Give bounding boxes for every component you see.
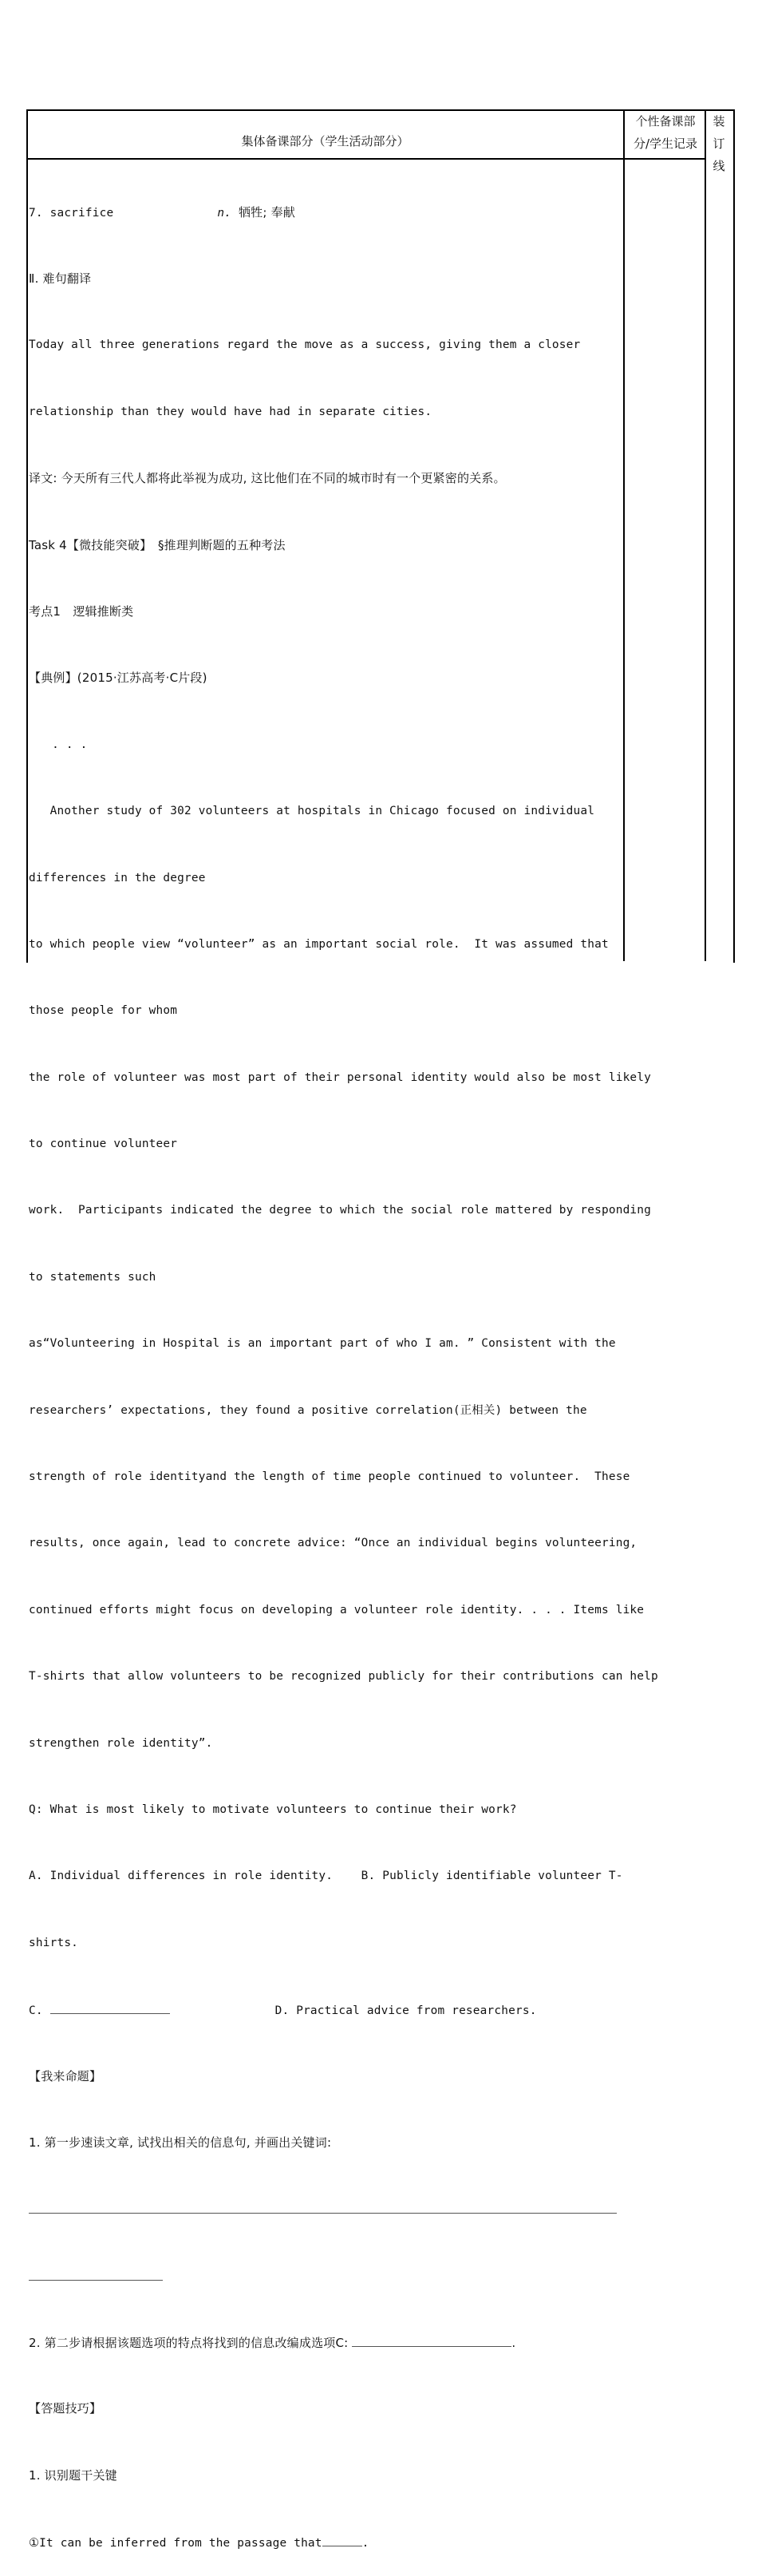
option-c-blank[interactable] (50, 1999, 170, 2014)
personal-notes-header-line2: 分/学生记录 (633, 137, 698, 151)
passage-line: to continue volunteer (29, 1138, 178, 1151)
passage-line: continued efforts might focus on developing a volunteer role identity. . . . Items like (29, 1603, 645, 1616)
example-source: 【典例】(2015·江苏高考·C片段) (29, 671, 207, 686)
passage-line: work. Participants indicated the degree to which the social role mattered by responding (29, 1204, 652, 1217)
tips-heading: 【答题技巧】 (29, 2401, 102, 2416)
passage-line: T-shirts that allow volunteers to be recognized publicly for their contributions can help (29, 1670, 658, 1684)
step1-answer-line (29, 2198, 623, 2221)
step1-blank[interactable] (29, 2198, 617, 2214)
step1-blank-2[interactable] (29, 2265, 163, 2281)
question-stem: Q: What is most likely to motivate volunteers to continue their work? (29, 1802, 517, 1816)
step2-instruction: 2. 第二步请根据该题选项的特点将找到的信息改编成选项C: (29, 2336, 349, 2351)
task4-label: Task 4【微技能突破】 §推理判断题的五种考法 (29, 537, 286, 552)
personal-notes-header (627, 110, 704, 155)
sentence-line-1: Today all three generations regard the move as a success, giving them a closer (29, 338, 581, 352)
point1-heading: 考点1 逻辑推断类 (29, 603, 134, 619)
step2-end: . (511, 2336, 516, 2351)
step2-blank[interactable] (352, 2332, 511, 2347)
step2-line (29, 2332, 623, 2354)
option-d: D. Practical advice from researchers. (274, 2004, 537, 2018)
personal-notes-header-line1: 个性备课部 (635, 114, 696, 129)
passage-line: strength of role identityand the length of time people continued to volunteer. These (29, 1470, 630, 1484)
passage-line: strengthen role identity”. (29, 1736, 213, 1750)
binding-line-label (707, 110, 731, 177)
tips-example1-end: . (361, 2537, 369, 2550)
passage-line: results, once again, lead to concrete advice: “Once an individual begins volunteering, (29, 1537, 638, 1550)
passage-line: researchers’ expectations, they found a positive correlation(正相关) between the (29, 1403, 587, 1417)
step1-answer-line-2 (29, 2265, 623, 2288)
vocab-meaning: 牺牲; 奉献 (238, 204, 296, 220)
translation: 译文: 今天所有三代人都将此举视为成功, 这比他们在不同的城市时有一个更紧密的关系。 (29, 471, 506, 486)
option-b: B. Publicly identifiable volunteer T- (361, 1870, 623, 1883)
passage-line: differences in the degree (29, 871, 206, 884)
passage-line: Another study of 302 volunteers at hospitals in Chicago focused on individual (29, 805, 595, 818)
option-c: C. (29, 2004, 43, 2018)
passage-line: those people for whom (29, 1004, 178, 1018)
binding-char-1: 装 (713, 114, 725, 129)
vocab-pos: n. (217, 206, 232, 220)
options-ab (29, 1866, 623, 1888)
column-divider-main (623, 109, 625, 961)
passage-line: to statements such (29, 1270, 156, 1284)
passage-line: as“Volunteering in Hospital is an important part of who I am. ” Consistent with the (29, 1337, 616, 1351)
sentence-line-2: relationship than they would have had in separate cities. (29, 405, 432, 418)
step1-instruction: 1. 第一步速读文章, 试找出相关的信息句, 并画出关键词: (29, 2135, 332, 2150)
section2-heading: Ⅱ. 难句翻译 (29, 271, 92, 286)
options-cd (29, 1999, 623, 2021)
passage-line: to which people view “volunteer” as an important social role. It was assumed that (29, 937, 609, 951)
ellipsis: . . . (29, 738, 88, 751)
option-a: A. Individual differences in role identity. (29, 1870, 334, 1883)
option-b-continued: shirts. (29, 1936, 79, 1949)
main-column-header: 集体备课部分（学生活动部分） (241, 134, 409, 148)
tips-example1: ①It can be inferred from the passage that (29, 2537, 322, 2550)
column-divider-binding (705, 109, 706, 961)
passage-line: the role of volunteer was most part of their personal identity would also be most likely (29, 1070, 652, 1084)
tips-example1-blank[interactable] (322, 2531, 362, 2546)
vocab-line (29, 202, 623, 224)
main-content (29, 157, 658, 2576)
binding-char-3: 线 (713, 159, 725, 173)
self-question-heading: 【我来命题】 (29, 2068, 102, 2083)
vocab-word: 7. sacrifice (29, 206, 114, 220)
tips-item1: 1. 识别题干关键 (29, 2467, 117, 2483)
binding-char-2: 订 (713, 137, 725, 151)
tips-example1-line (29, 2531, 623, 2554)
